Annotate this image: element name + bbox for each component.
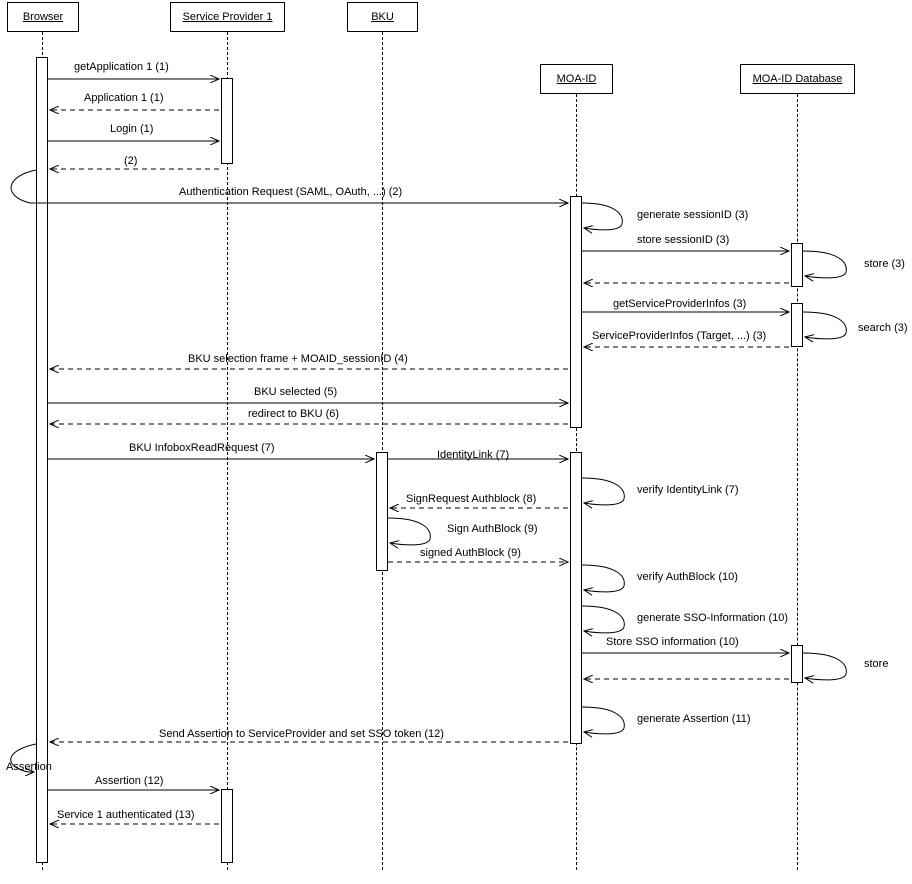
message-label-store: store bbox=[864, 658, 889, 670]
lifeline-label-service-provider-1: Service Provider 1 bbox=[182, 10, 273, 23]
lifeline-header-moa-id[interactable] bbox=[540, 64, 613, 94]
message-label-bku-selection-frame: BKU selection frame + MOAID_sessionID (4) bbox=[188, 353, 408, 365]
message-label-assertion-self: Assertion bbox=[6, 761, 52, 773]
message-label-bku-inboxreadrequest: BKU InfoboxReadRequest (7) bbox=[129, 442, 275, 454]
lifeline-label-bku: BKU bbox=[371, 10, 394, 23]
message-label-store-sso-information: Store SSO information (10) bbox=[606, 636, 739, 648]
message-label-get-service-provider-infos: getServiceProviderInfos (3) bbox=[613, 298, 747, 310]
message-label-verify-authblock: verify AuthBlock (10) bbox=[637, 571, 738, 583]
message-label-store-3: store (3) bbox=[864, 258, 905, 270]
message-label-generate-assertion: generate Assertion (11) bbox=[637, 713, 751, 725]
message-label-step-2-return: (2) bbox=[124, 155, 138, 167]
message-label-assertion-12: Assertion (12) bbox=[95, 775, 164, 787]
lifeline-label-moa-id-database: MOA-ID Database bbox=[752, 72, 843, 85]
message-label-sign-authblock: Sign AuthBlock (9) bbox=[447, 523, 538, 535]
lifeline-label-moa-id: MOA-ID bbox=[556, 72, 597, 85]
message-label-login: Login (1) bbox=[110, 123, 154, 135]
message-label-redirect-to-bku: redirect to BKU (6) bbox=[248, 408, 340, 420]
message-label-signed-authblock: signed AuthBlock (9) bbox=[420, 547, 521, 559]
lifeline-header-service-provider-1[interactable] bbox=[170, 2, 285, 32]
lifeline-label-browser: Browser bbox=[22, 10, 64, 23]
message-label-search-3: search (3) bbox=[858, 322, 908, 334]
message-label-service-1-authenticated: Service 1 authenticated (13) bbox=[57, 809, 195, 821]
lifeline-header-browser[interactable] bbox=[7, 2, 79, 32]
message-label-send-assertion-to-serviceprovider: Send Assertion to ServiceProvider and set SSO token (12) bbox=[159, 728, 444, 740]
message-label-bku-selected: BKU selected (5) bbox=[254, 386, 338, 398]
message-label-service-provider-infos: ServiceProviderInfos (Target, ...) (3) bbox=[592, 330, 767, 342]
message-label-signrequest-authblock: SignRequest Authblock (8) bbox=[406, 493, 537, 505]
message-label-application-1: Application 1 (1) bbox=[84, 92, 164, 104]
lifeline-header-moa-id-database[interactable] bbox=[740, 64, 855, 94]
message-label-identitylink: IdentityLink (7) bbox=[437, 449, 510, 461]
message-label-generate-sso-information: generate SSO-Information (10) bbox=[637, 612, 789, 624]
lifeline-header-bku[interactable] bbox=[347, 2, 418, 32]
message-label-store-sessionid: store sessionID (3) bbox=[637, 234, 730, 246]
message-label-verify-identitylink: verify IdentityLink (7) bbox=[637, 484, 739, 496]
message-label-authentication-request: Authentication Request (SAML, OAuth, ...) (2) bbox=[179, 186, 403, 198]
message-label-generate-sessionid: generate sessionID (3) bbox=[637, 209, 749, 221]
message-label-getapplication-1: getApplication 1 (1) bbox=[74, 61, 169, 73]
